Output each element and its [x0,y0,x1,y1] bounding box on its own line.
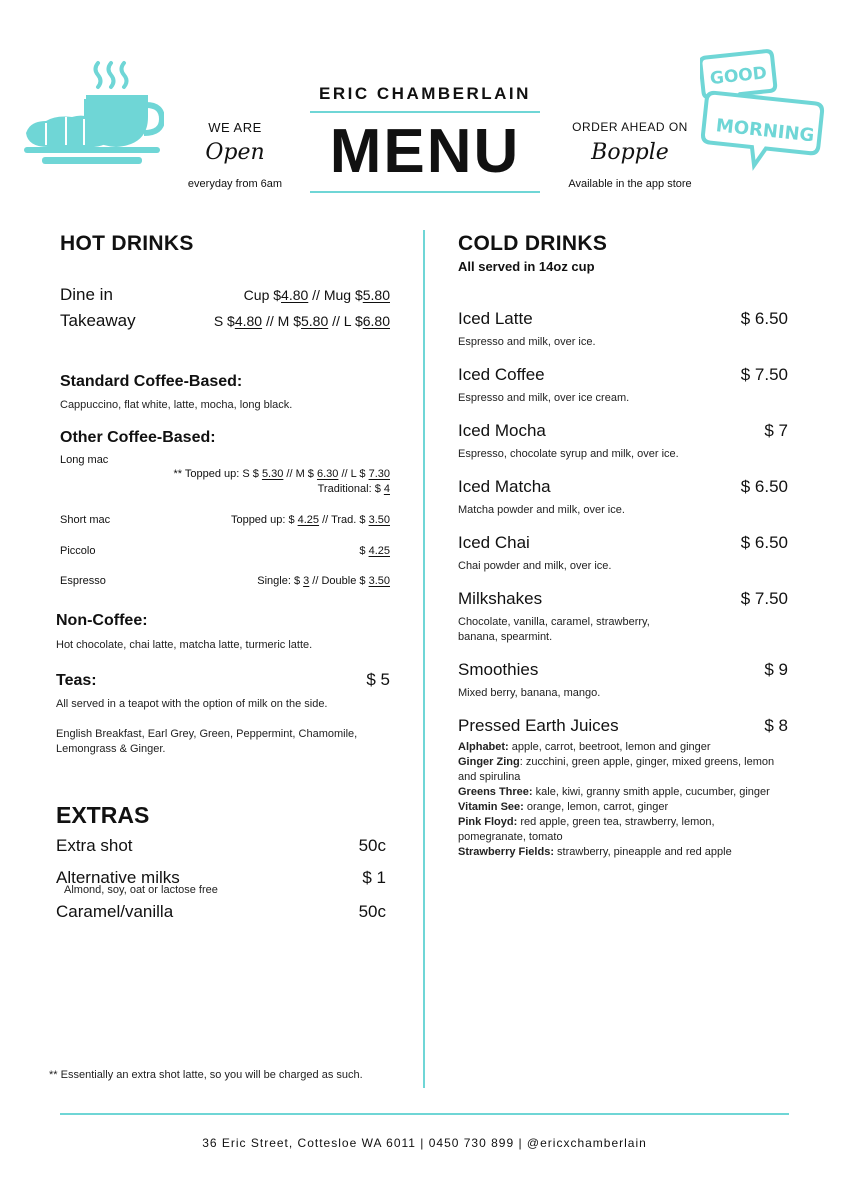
smoothies-name: Smoothies [458,660,539,679]
teas-list: English Breakfast, Earl Grey, Green, Peppermint, Chamomile, Lemongrass & Ginger. [56,728,358,755]
long-mac-label: Long mac [60,454,109,466]
juices-price: $ 8 [764,716,788,735]
milkshakes-price: $ 7.50 [740,589,788,608]
speech-bubble-icon [700,48,830,183]
standard-coffee-desc: Cappuccino, flat white, latte, mocha, long black. [60,399,293,411]
footer-contact: 36 Eric Street, Cottesloe WA 6011 | 0450 730 899 | @ericxchamberlain [202,1136,647,1150]
teas-price: $ 5 [366,670,390,689]
iced-chai-price: $ 6.50 [740,533,788,552]
bubble-good-text: GOOD [709,63,768,90]
brand-top-rule [310,111,540,113]
milkshakes-name: Milkshakes [458,589,543,608]
cold-item [458,309,788,365]
extras-title: EXTRAS [56,802,150,828]
alt-milks-note: Almond, soy, oat or lactose free [64,884,218,896]
short-mac-prices: Topped up: $ 4.25 // Trad. $ 3.50 [230,514,390,526]
teas-row [56,670,390,690]
cold-item [458,533,788,589]
menu-title: MENU [329,117,521,186]
takeaway-prices: S $4.80 // M $5.80 // L $6.80 [213,313,390,329]
iced-matcha-desc: Matcha powder and milk, over ice. [458,504,625,516]
piccolo-label: Piccolo [60,545,96,557]
iced-coffee-name: Iced Coffee [458,365,545,384]
bopple-script-text: Bopple [591,140,669,165]
footer-rule [60,1113,789,1115]
dine-in-row [60,285,390,305]
order-ahead-label: ORDER AHEAD ON [572,120,688,134]
non-coffee-title: Non-Coffee: [56,612,148,629]
juice-item: Vitamin See: orange, lemon, carrot, ginger [458,801,669,813]
smoothies-price: $ 9 [764,660,788,679]
juice-item: Strawberry Fields: strawberry, pineapple and red apple [458,846,732,858]
hot-drinks-title: HOT DRINKS [60,232,194,255]
caramel-vanilla-row [56,902,386,922]
takeaway-label: Takeaway [60,311,136,330]
piccolo-price: $ 4.25 [359,545,390,557]
juice-item: Greens Three: kale, kiwi, granny smith apple, cucumber, ginger [458,786,770,798]
extra-shot-price: 50c [358,836,386,855]
iced-chai-desc: Chai powder and milk, over ice. [458,560,612,572]
juice-item: Alphabet: apple, carrot, beetroot, lemon and ginger [458,741,711,753]
iced-coffee-desc: Espresso and milk, over ice cream. [458,392,630,404]
app-store-text: Available in the app store [568,178,692,190]
cold-drinks-title: COLD DRINKS [458,232,608,255]
espresso-row [60,575,390,587]
juice-list [458,740,778,860]
non-coffee-desc: Hot chocolate, chai latte, matcha latte, turmeric latte. [56,639,313,651]
iced-latte-name: Iced Latte [458,309,533,328]
brand-bottom-rule [310,191,540,193]
cold-drinks-subtitle: All served in 14oz cup [458,259,595,274]
coffee-cup-croissant-icon [22,55,164,180]
iced-matcha-price: $ 6.50 [740,477,788,496]
piccolo-row [60,545,390,557]
other-coffee-title: Other Coffee-Based: [60,429,216,446]
iced-latte-price: $ 6.50 [740,309,788,328]
bubble-morning-text: MORNING [714,115,816,147]
alt-milks-label: Alternative milks [56,868,180,887]
brand-name: ERIC CHAMBERLAIN [319,84,531,103]
caramel-vanilla-price: 50c [358,902,386,921]
milkshakes-desc: Chocolate, vanilla, caramel, strawberry, banana, spearmint. [458,616,650,643]
juice-item: Ginger Zing: zucchini, green apple, ginger, mixed greens, lemon and spirulina [458,756,775,783]
iced-matcha-name: Iced Matcha [458,477,551,496]
alt-milks-price: $ 1 [362,868,386,887]
iced-mocha-desc: Espresso, chocolate syrup and milk, over ice. [458,448,679,460]
iced-mocha-name: Iced Mocha [458,421,546,440]
standard-coffee-title: Standard Coffee-Based: [60,373,243,390]
extra-shot-row [56,836,386,856]
cold-item [458,365,788,421]
dine-in-prices: Cup $4.80 // Mug $5.80 [243,287,390,303]
extra-shot-label: Extra shot [56,836,133,855]
short-mac-label: Short mac [60,514,111,526]
teas-title: Teas: [56,672,97,689]
espresso-prices: Single: $ 3 // Double $ 3.50 [257,575,390,587]
cold-item [458,477,788,533]
short-mac-row [60,514,390,526]
cold-item [458,421,788,477]
teas-desc: All served in a teapot with the option of milk on the side. [56,698,328,710]
cold-item-juices [458,716,788,860]
long-mac-topped-prices: ** Topped up: S $ 5.30 // M $ 6.30 // L $ 7.30 [173,468,390,480]
cold-drinks-list [458,309,788,860]
dine-in-label: Dine in [60,285,113,304]
juice-item: Pink Floyd: red apple, green tea, strawberry, lemon, pomegranate, tomato [458,816,715,843]
smoothies-desc: Mixed berry, banana, mango. [458,687,601,699]
iced-chai-name: Iced Chai [458,533,530,552]
we-are-label: WE ARE [208,120,262,135]
cold-item [458,589,788,660]
cold-item [458,660,788,716]
column-divider [423,230,425,1088]
opening-hours-text: everyday from 6am [187,178,283,190]
footnote: ** Essentially an extra shot latte, so you will be charged as such. [49,1069,363,1081]
juices-name: Pressed Earth Juices [458,716,619,735]
caramel-vanilla-label: Caramel/vanilla [56,902,174,921]
iced-latte-desc: Espresso and milk, over ice. [458,336,596,348]
espresso-label: Espresso [60,575,106,587]
iced-mocha-price: $ 7 [764,421,788,440]
takeaway-row [60,311,390,331]
open-script-text: Open [205,140,265,165]
iced-coffee-price: $ 7.50 [740,365,788,384]
long-mac-traditional-price: Traditional: $ 4 [317,483,390,495]
